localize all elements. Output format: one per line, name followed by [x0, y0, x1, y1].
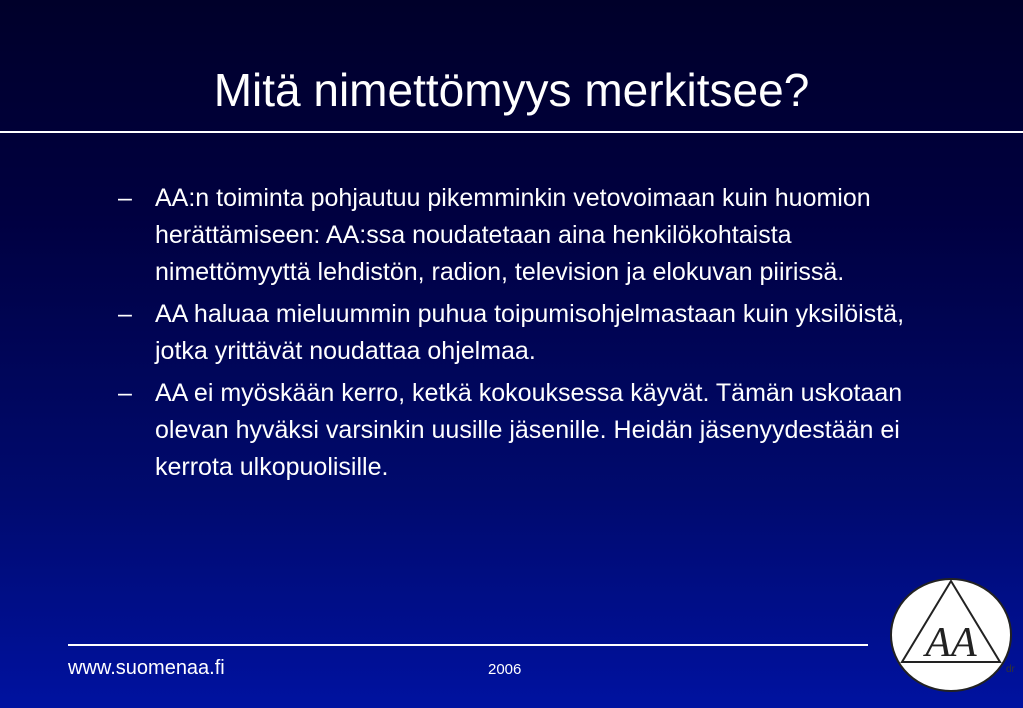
- bullet-text: AA:n toiminta pohjautuu pikemminkin vetovoimaan kuin huomion herättämiseen: AA:ssa noudatetaan aina henkilökohtaista nimettömyyttä lehdistön, radion, television ja elokuvan piirissä.: [155, 184, 871, 286]
- footer-divider: [68, 644, 868, 646]
- logo-mark: dr: [1006, 664, 1015, 675]
- bullet-marker: –: [118, 184, 132, 212]
- title-divider: [0, 131, 1023, 133]
- footer-url: www.suomenaa.fi: [68, 657, 225, 679]
- bullet-text: AA ei myöskään kerro, ketkä kokouksessa käyvät. Tämän uskotaan olevan hyväksi varsinkin uusille jäsenille. Heidän jäsenyydestään ei kerrota ulkopuolisille.: [155, 379, 903, 481]
- bullet-text: AA haluaa mieluummin puhua toipumisohjelmastaan kuin yksilöistä, jotka yrittävät noudattaa ohjelmaa.: [155, 300, 905, 365]
- aa-logo-icon: [888, 576, 1014, 694]
- bullet-list: [118, 180, 948, 491]
- bullet-item: [118, 375, 948, 486]
- logo-label: AA: [925, 620, 977, 666]
- bullet-item: [118, 296, 948, 370]
- bullet-item: [118, 180, 948, 291]
- footer-year: 2006: [488, 661, 522, 678]
- bullet-marker: –: [118, 300, 132, 328]
- bullet-marker: –: [118, 379, 132, 407]
- slide-title: Mitä nimettömyys merkitsee?: [213, 64, 810, 116]
